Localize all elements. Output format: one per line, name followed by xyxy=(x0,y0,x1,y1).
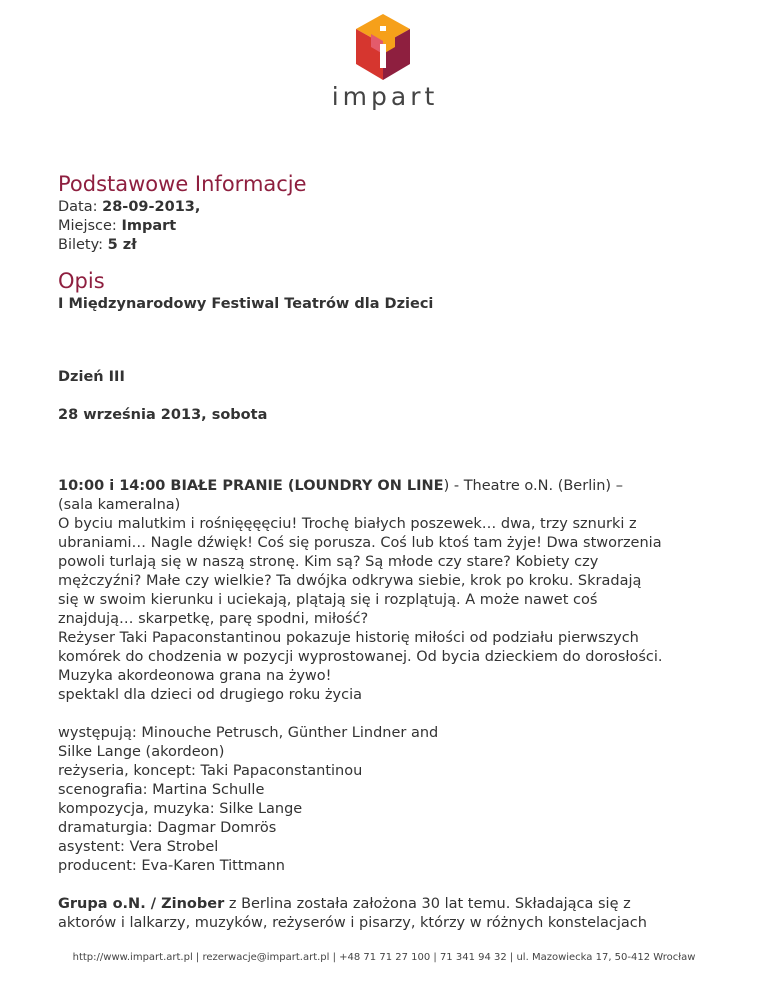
description-line: komórek do chodzenia w pozycji wyprostowanej. Od bycia dzieckiem do dorosłości. xyxy=(58,649,663,665)
description-line: ubraniami… Nagle dźwięk! Coś się porusza. Coś lub ktoś tam żyje! Dwa stworzenia xyxy=(58,535,662,551)
place-value: Impart xyxy=(121,218,177,234)
description-line: Reżyser Taki Papaconstantinou pokazuje historię miłości od podziału pierwszych xyxy=(58,630,639,646)
group-info-line: Grupa o.N. / Zinober z Berlina została założona 30 lat temu. Składająca się z xyxy=(58,896,631,912)
credit-line: kompozycja, muzyka: Silke Lange xyxy=(58,801,303,817)
tickets-line: Bilety: 5 zł xyxy=(58,237,137,253)
credit-line: scenografia: Martina Schulle xyxy=(58,782,265,798)
logo-wordmark: impart xyxy=(331,82,439,111)
description-line: Muzyka akordeonowa grana na żywo! xyxy=(58,668,332,684)
footer-contact: http://www.impart.art.pl | rezerwacje@impart.art.pl | +48 71 71 27 100 | 71 341 94 32 | ul. Mazowiecka 17, 50-412 Wrocław xyxy=(72,952,696,963)
group-name: Grupa o.N. / Zinober xyxy=(58,896,225,912)
tickets-value: 5 zł xyxy=(107,237,137,253)
description-line: mężczyźni? Małe czy wielkie? Ta dwójka odkrywa siebie, krok po kroku. Skradają xyxy=(58,573,642,589)
description-line: znajdują… skarpetkę, parę spodni, miłość? xyxy=(58,611,369,627)
credit-line: dramaturgia: Dagmar Domrös xyxy=(58,820,277,836)
description-line: spektakl dla dzieci od drugiego roku życia xyxy=(58,687,363,703)
date-line: Data: 28-09-2013, xyxy=(58,199,201,215)
show-room: (sala kameralna) xyxy=(58,497,181,513)
date-value: 28-09-2013, xyxy=(102,199,201,215)
place-line: Miejsce: Impart xyxy=(58,218,177,234)
description-line: O byciu malutkim i rośnięęęęciu! Trochę białych poszewek… dwa, trzy sznurki z xyxy=(58,516,637,532)
credit-line: Silke Lange (akordeon) xyxy=(58,744,225,760)
date-subtitle: 28 września 2013, sobota xyxy=(58,407,268,423)
show-description xyxy=(58,515,718,705)
impart-logo-mark xyxy=(353,14,413,80)
event-content xyxy=(58,170,718,933)
description-line: się w swoim kierunku i uciekają, plątają się i rozplątują. A może nawet coś xyxy=(58,592,598,608)
group-info-line: aktorów i lalkarzy, muzyków, reżyserów i pisarzy, którzy w różnych konstelacjach xyxy=(58,915,647,931)
day-title: Dzień III xyxy=(58,369,125,385)
credit-line: producent: Eva-Karen Tittmann xyxy=(58,858,285,874)
impart-logo xyxy=(329,12,441,112)
basic-info-heading: Podstawowe Informacje xyxy=(58,172,307,196)
credit-line: asystent: Vera Strobel xyxy=(58,839,219,855)
credit-line: reżyseria, koncept: Taki Papaconstantinou xyxy=(58,763,363,779)
description-heading: Opis xyxy=(58,269,105,293)
credit-line: występują: Minouche Petrusch, Günther Lindner and xyxy=(58,725,439,741)
credits-list xyxy=(58,724,718,876)
show-title: 10:00 i 14:00 BIAŁE PRANIE (LOUNDRY ON LINE) - Theatre o.N. (Berlin) – xyxy=(58,478,623,494)
description-line: powoli turlają się w naszą stronę. Kim są? Są młode czy stare? Kobiety czy xyxy=(58,554,599,570)
festival-title: I Międzynarodowy Festiwal Teatrów dla Dzieci xyxy=(58,296,434,312)
